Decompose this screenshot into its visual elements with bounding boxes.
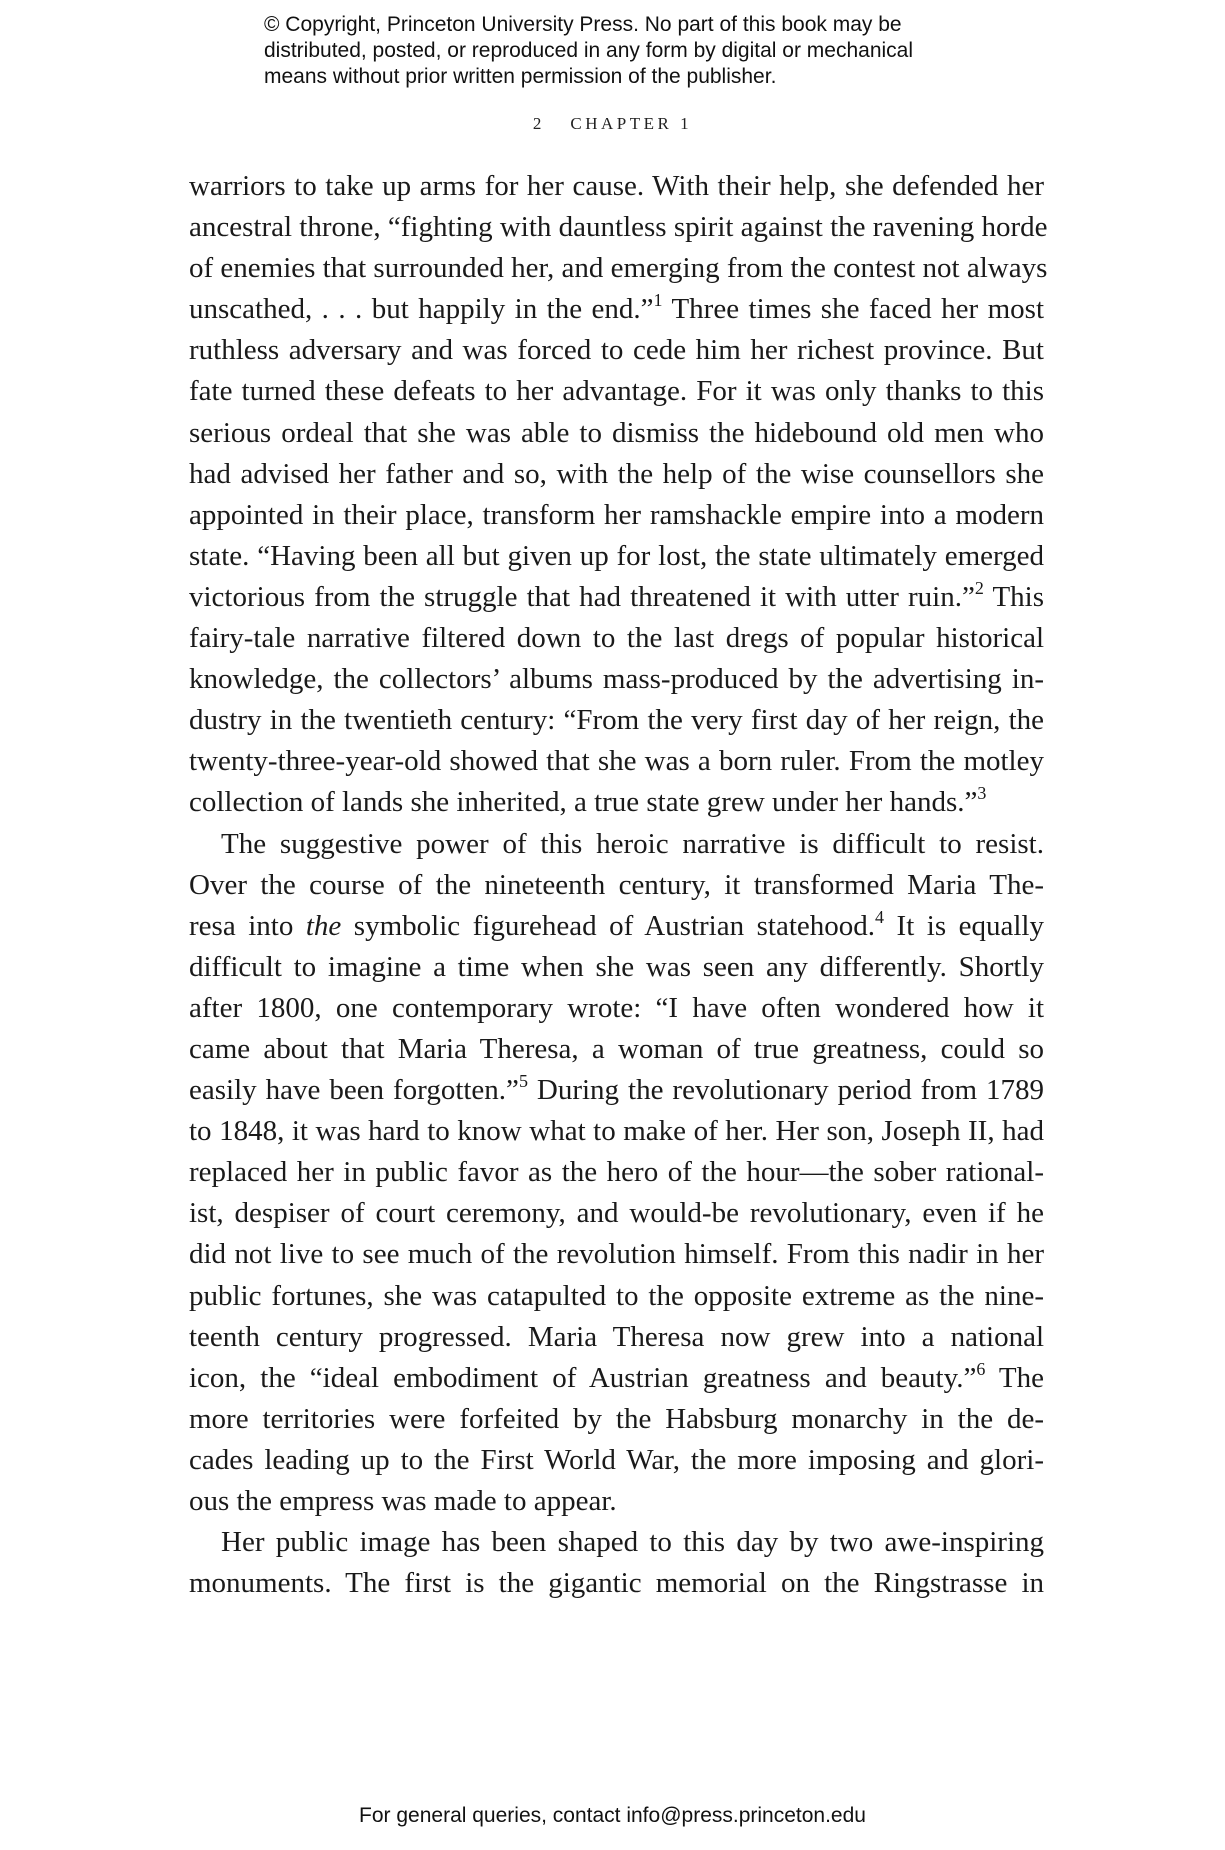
- copyright-notice: [264, 12, 984, 90]
- text-line: Over the course of the nineteenth century, it transformed Maria The-: [189, 868, 1044, 901]
- text-line: [189, 1070, 1044, 1111]
- text-line: replaced her in public favor as the hero of the hour—the sober rational-: [189, 1156, 1044, 1189]
- text-run: victorious from the struggle that had threatened it with utter ruin.”: [189, 580, 975, 613]
- text-run: resa into: [189, 909, 306, 942]
- text-line: ous the empress was made to appear.: [189, 1485, 617, 1517]
- text-line: [189, 577, 1044, 618]
- text-line: had advised her father and so, with the help of the wise counsellors she: [189, 457, 1044, 490]
- text-line: cades leading up to the First World War, the more imposing and glori-: [189, 1443, 1044, 1476]
- text-line: [189, 289, 1044, 330]
- text-line: serious ordeal that she was able to dismiss the hidebound old men who: [189, 416, 1044, 449]
- text-line: appointed in their place, transform her ramshackle empire into a modern: [189, 498, 1044, 531]
- text-run: collection of lands she inherited, a true state grew under her hands.”: [189, 786, 978, 819]
- text-line: monuments. The first is the gigantic memorial on the Ringstrasse in: [189, 1567, 1044, 1600]
- footnote-ref[interactable]: 1: [653, 290, 663, 311]
- text-line: Her public image has been shaped to this day by two awe-inspiring: [221, 1526, 1044, 1559]
- text-line: fate turned these defeats to her advantage. For it was only thanks to this: [189, 375, 1044, 408]
- text-line: ancestral throne, “fighting with dauntless spirit against the ravening horde: [189, 211, 1048, 244]
- page-number: 2: [532, 114, 545, 133]
- copyright-line: means without prior written permission of the publisher.: [264, 65, 777, 88]
- text-line: ist, despiser of court ceremony, and would-be revolutionary, even if he: [189, 1197, 1044, 1230]
- text-line: twenty-three-year-old showed that she was a born ruler. From the motley: [189, 745, 1044, 778]
- text-run: The: [985, 1361, 1044, 1394]
- text-run: unscathed, . . . but happily in the end.”: [189, 293, 654, 326]
- text-line: [189, 782, 1044, 823]
- body-text: [189, 166, 1048, 1604]
- footnote-ref[interactable]: 5: [518, 1071, 528, 1092]
- text-run: Three times she faced her most: [662, 293, 1044, 326]
- footnote-ref[interactable]: 3: [977, 783, 987, 804]
- text-line: The suggestive power of this heroic narrative is difficult to resist.: [221, 827, 1044, 860]
- text-line: to 1848, it was hard to know what to make of her. Her son, Joseph II, had: [189, 1115, 1044, 1148]
- text-line: more territories were forfeited by the Habsburg monarchy in the de-: [189, 1402, 1044, 1435]
- text-line: teenth century progressed. Maria Theresa now grew into a national: [189, 1320, 1044, 1353]
- text-run: This: [983, 580, 1044, 613]
- text-line: warriors to take up arms for her cause. With their help, she defended her: [189, 170, 1044, 202]
- footnote-ref[interactable]: 6: [976, 1358, 986, 1379]
- footnote-ref[interactable]: 2: [974, 577, 984, 598]
- text-line: dustry in the twentieth century: “From the very first day of her reign, the: [189, 704, 1044, 737]
- text-line: knowledge, the collectors’ albums mass-produced by the advertising in-: [189, 663, 1044, 696]
- paragraph: [189, 824, 1044, 1523]
- text-line: difficult to imagine a time when she was seen any differently. Shortly: [189, 950, 1044, 983]
- chapter-title: CHAPTER 1: [570, 114, 693, 133]
- text-run: icon, the “ideal embodiment of Austrian greatness and beauty.”: [189, 1361, 977, 1394]
- copyright-line: distributed, posted, or reproduced in any form by digital or mechanical: [264, 39, 914, 62]
- text-line: [189, 1358, 1044, 1399]
- paragraph: [189, 1522, 1044, 1604]
- text-line: [189, 906, 1044, 947]
- text-run: It is equally: [884, 909, 1044, 942]
- text-run: easily have been forgotten.”: [189, 1074, 519, 1107]
- text-line: did not live to see much of the revolution himself. From this nadir in her: [189, 1238, 1044, 1271]
- text-run: During the revolutionary period from 1789: [527, 1074, 1045, 1107]
- text-line: after 1800, one contemporary wrote: “I have often wondered how it: [189, 991, 1044, 1024]
- emphasis: the: [305, 909, 342, 942]
- text-line: public fortunes, she was catapulted to the opposite extreme as the nine-: [189, 1279, 1044, 1312]
- text-line: ruthless adversary and was forced to cede him her richest province. But: [189, 334, 1044, 367]
- text-line: state. “Having been all but given up for lost, the state ultimately emerged: [189, 539, 1044, 572]
- text-run: symbolic figurehead of Austrian statehood.: [341, 909, 876, 942]
- text-line: came about that Maria Theresa, a woman of true greatness, could so: [189, 1032, 1044, 1065]
- text-line: fairy-tale narrative filtered down to the last dregs of popular historical: [189, 622, 1044, 655]
- running-head: [0, 114, 1225, 134]
- copyright-line: © Copyright, Princeton University Press. No part of this book may be: [264, 13, 902, 36]
- footer-contact: For general queries, contact info@press.princeton.edu: [359, 1804, 866, 1827]
- paragraph: [189, 166, 1048, 824]
- text-line: of enemies that surrounded her, and emerging from the contest not always: [189, 252, 1048, 285]
- footnote-ref[interactable]: 4: [875, 906, 885, 927]
